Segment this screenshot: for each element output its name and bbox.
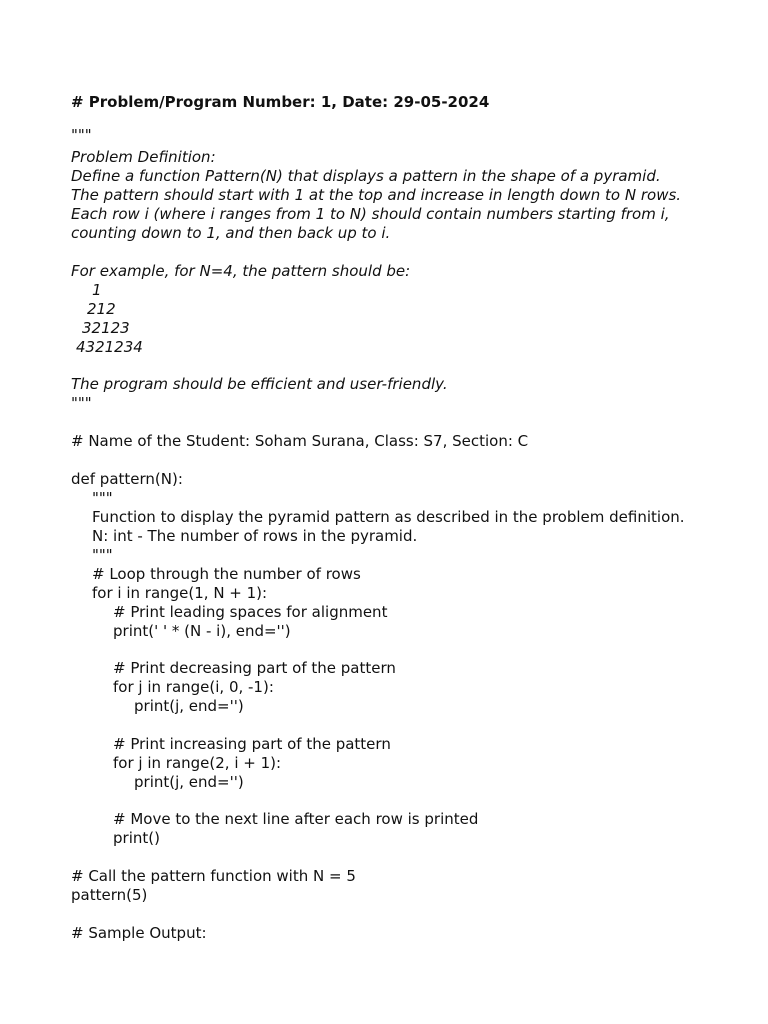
code-line: pattern(5) bbox=[71, 886, 148, 904]
closing-note: The program should be efficient and user-friendly. bbox=[71, 375, 448, 393]
code-comment: # Print increasing part of the pattern bbox=[113, 735, 391, 753]
code-def-line: def pattern(N): bbox=[71, 470, 183, 488]
code-comment: # Move to the next line after each row is printed bbox=[113, 810, 479, 828]
example-row: 32123 bbox=[82, 319, 130, 337]
program-title: # Problem/Program Number: 1, Date: 29-05-2024 bbox=[71, 93, 490, 111]
code-comment: # Call the pattern function with N = 5 bbox=[71, 867, 356, 885]
code-doc-close: """ bbox=[92, 546, 113, 564]
problem-definition-label: Problem Definition: bbox=[71, 148, 216, 166]
code-line: print(j, end='') bbox=[134, 697, 244, 715]
code-comment: # Print decreasing part of the pattern bbox=[113, 659, 396, 677]
student-info: # Name of the Student: Soham Surana, Class: S7, Section: C bbox=[71, 432, 529, 450]
definition-line: Each row i (where i ranges from 1 to N) should contain numbers starting from i, bbox=[71, 205, 670, 223]
code-comment: # Print leading spaces for alignment bbox=[113, 603, 388, 621]
code-line: print(j, end='') bbox=[134, 773, 244, 791]
code-line: print(' ' * (N - i), end='') bbox=[113, 622, 291, 640]
definition-line: counting down to 1, and then back up to i. bbox=[71, 224, 391, 242]
definition-line: The pattern should start with 1 at the top and increase in length down to N rows. bbox=[71, 186, 682, 204]
example-row: 4321234 bbox=[76, 338, 143, 356]
code-doc-line: Function to display the pyramid pattern as described in the problem definition. bbox=[92, 508, 685, 526]
code-line: print() bbox=[113, 829, 160, 847]
docstring-open: """ bbox=[71, 126, 92, 144]
example-row: 1 bbox=[92, 281, 102, 299]
sample-output-comment: # Sample Output: bbox=[71, 924, 207, 942]
code-line: for j in range(i, 0, -1): bbox=[113, 678, 274, 696]
code-doc-open: """ bbox=[92, 489, 113, 507]
code-line: for j in range(2, i + 1): bbox=[113, 754, 282, 772]
example-row: 212 bbox=[87, 300, 116, 318]
definition-line: Define a function Pattern(N) that displays a pattern in the shape of a pyramid. bbox=[71, 167, 661, 185]
docstring-close: """ bbox=[71, 394, 92, 412]
example-intro: For example, for N=4, the pattern should be: bbox=[71, 262, 411, 280]
code-comment: # Loop through the number of rows bbox=[92, 565, 361, 583]
code-doc-line: N: int - The number of rows in the pyramid. bbox=[92, 527, 418, 545]
code-line: for i in range(1, N + 1): bbox=[92, 584, 268, 602]
